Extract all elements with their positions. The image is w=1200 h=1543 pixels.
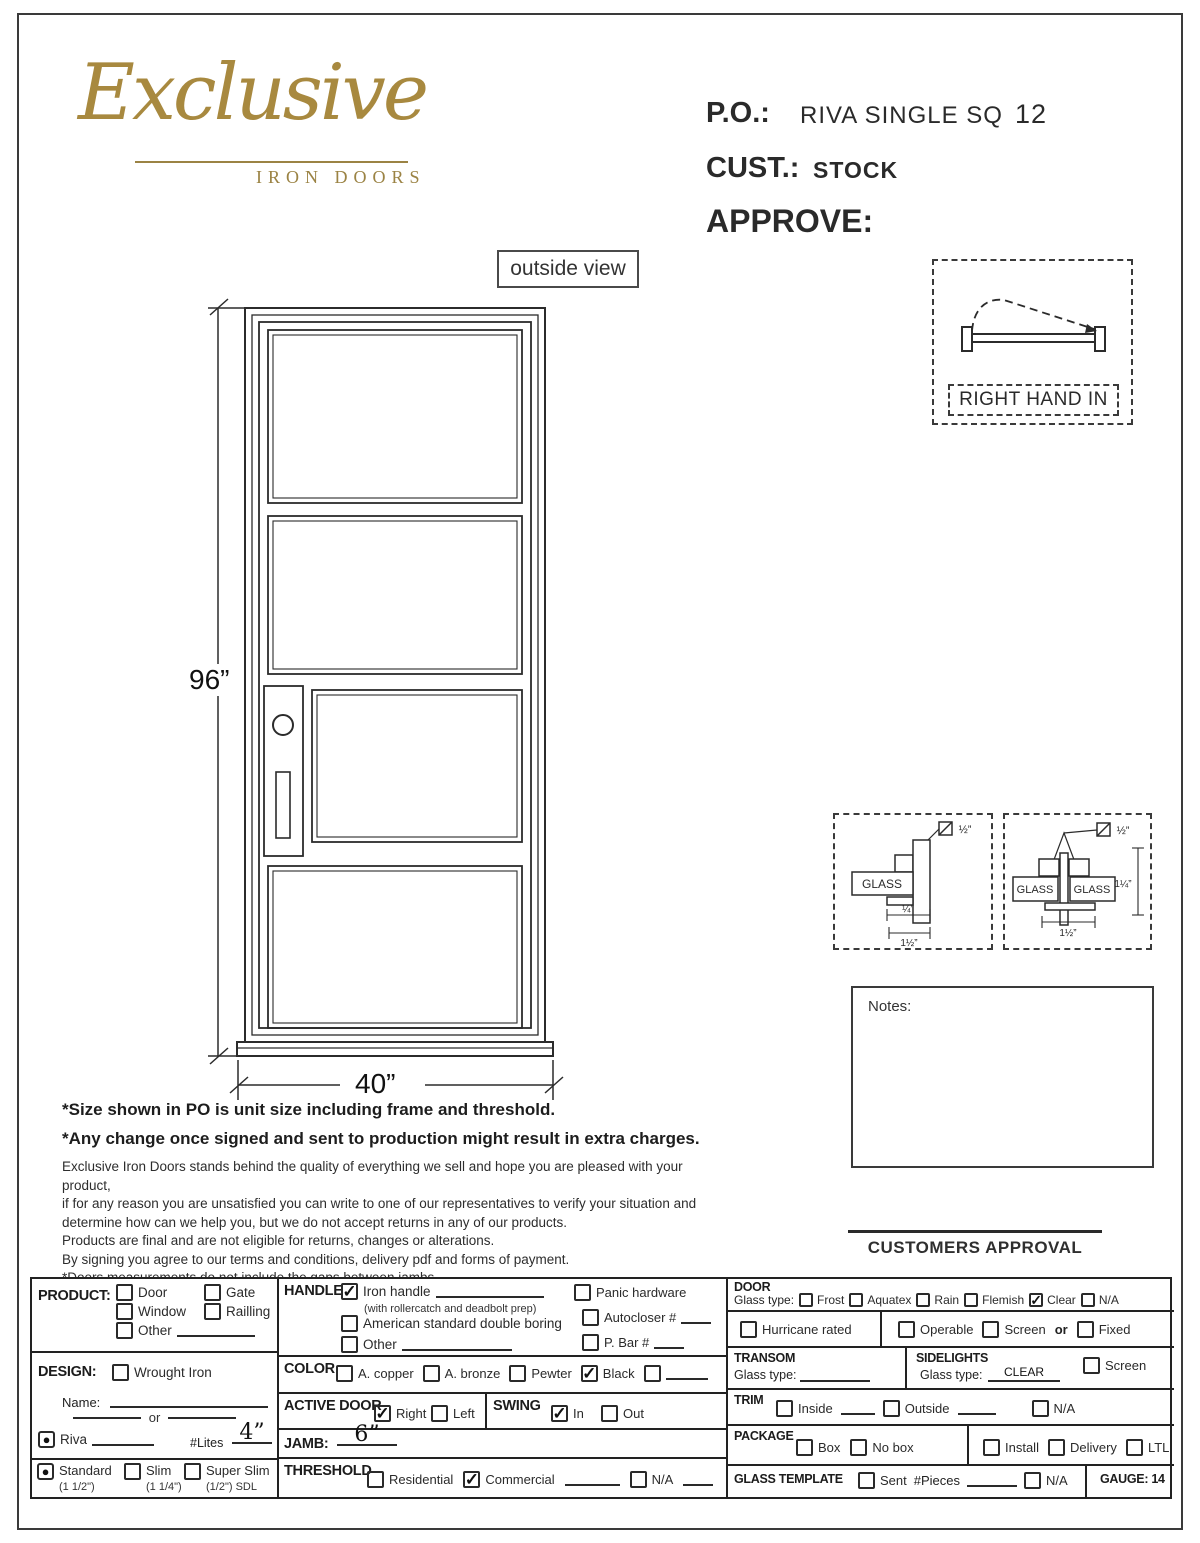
checkbox-label: N/A bbox=[1053, 1401, 1076, 1416]
cust-label: CUST.: bbox=[706, 152, 800, 184]
checkbox-aquatex[interactable] bbox=[849, 1293, 911, 1307]
checkbox-left[interactable] bbox=[431, 1405, 475, 1422]
color-other-field[interactable] bbox=[666, 1367, 708, 1380]
threshold-na-field[interactable] bbox=[683, 1473, 713, 1486]
checkbox-box[interactable] bbox=[983, 1439, 1000, 1456]
checkbox-swing-out[interactable] bbox=[601, 1405, 644, 1422]
product-other-field[interactable] bbox=[177, 1324, 255, 1337]
notes-label: Notes: bbox=[868, 998, 912, 1015]
glass-template-section bbox=[728, 1466, 1174, 1497]
checkbox-box-pack[interactable] bbox=[796, 1439, 840, 1456]
checkbox-label: Residential bbox=[389, 1472, 454, 1487]
checkbox-label: A. bronze bbox=[444, 1366, 501, 1381]
po-label: P.O.: bbox=[706, 97, 770, 129]
riva-name-field[interactable] bbox=[92, 1433, 154, 1446]
active-door-label: ACTIVE DOOR bbox=[284, 1398, 382, 1414]
threshold-label: THRESHOLD bbox=[284, 1463, 372, 1479]
checkbox-box[interactable] bbox=[341, 1336, 358, 1353]
checkbox-box[interactable]: ✓ bbox=[342, 1282, 357, 1301]
outside-view-box bbox=[497, 250, 639, 288]
checkbox-fixed[interactable] bbox=[1077, 1321, 1131, 1338]
approve-label: APPROVE: bbox=[706, 203, 874, 239]
glass-panel-1 bbox=[268, 330, 522, 503]
radio-riva[interactable] bbox=[38, 1431, 154, 1448]
checkbox-residential[interactable] bbox=[367, 1471, 453, 1488]
handle-section bbox=[279, 1279, 726, 1357]
checkbox-box[interactable] bbox=[1024, 1472, 1041, 1489]
p-bar-number-field[interactable] bbox=[654, 1336, 684, 1349]
checkbox-black[interactable] bbox=[581, 1365, 635, 1382]
checkbox-box[interactable] bbox=[204, 1303, 221, 1320]
checkbox-box[interactable] bbox=[799, 1293, 813, 1307]
checkbox-label: Rain bbox=[934, 1293, 960, 1307]
hurricane-section bbox=[728, 1312, 1174, 1348]
checkbox-box[interactable] bbox=[849, 1293, 863, 1307]
hand-direction-box bbox=[932, 259, 1133, 425]
jamb-value-field[interactable]: 6” bbox=[337, 1426, 397, 1446]
transom-glass-type-label: Glass type: bbox=[734, 1368, 797, 1382]
checkbox-label: Other bbox=[138, 1323, 172, 1338]
swing-label: SWING bbox=[493, 1398, 541, 1414]
checkbox-trim-inside[interactable] bbox=[776, 1400, 833, 1417]
checkbox-box[interactable] bbox=[184, 1463, 201, 1480]
door-frame bbox=[245, 308, 545, 1042]
checkbox-label: Black bbox=[602, 1366, 635, 1381]
package-label: PACKAGE bbox=[734, 1429, 794, 1443]
outside-view-label: outside view bbox=[510, 257, 626, 280]
checkbox-operable[interactable] bbox=[898, 1321, 973, 1338]
checkbox-box[interactable] bbox=[116, 1322, 133, 1339]
cust-value[interactable]: STOCK bbox=[813, 157, 899, 183]
glass-panel-3 bbox=[312, 690, 522, 842]
checkbox-box[interactable] bbox=[582, 1309, 599, 1326]
checkbox-box[interactable] bbox=[509, 1365, 526, 1382]
checkbox-box[interactable] bbox=[116, 1303, 133, 1320]
checkbox-box[interactable] bbox=[431, 1405, 448, 1422]
checkbox-product-other[interactable] bbox=[116, 1322, 270, 1339]
glass-detail-double-drawing bbox=[1005, 815, 1150, 948]
checkbox-american-boring[interactable] bbox=[341, 1315, 562, 1332]
threshold-field[interactable] bbox=[565, 1473, 620, 1486]
checkbox-box[interactable] bbox=[116, 1284, 133, 1301]
checkbox-label: Window bbox=[138, 1304, 187, 1319]
checkbox-box[interactable] bbox=[601, 1405, 618, 1422]
checkbox-box[interactable] bbox=[898, 1321, 915, 1338]
hand-direction-label: RIGHT HAND IN bbox=[959, 389, 1108, 410]
checkbox-label: Aquatex bbox=[867, 1293, 912, 1307]
notes-box[interactable] bbox=[851, 986, 1154, 1168]
checkbox-box[interactable] bbox=[796, 1439, 813, 1456]
checkbox-label: Delivery bbox=[1069, 1440, 1117, 1455]
checkbox-label: Right bbox=[396, 1406, 427, 1421]
checkbox-box[interactable] bbox=[1077, 1321, 1094, 1338]
form-column-right bbox=[728, 1279, 1174, 1497]
checkbox-label: Screen bbox=[1105, 1358, 1147, 1373]
checkbox-box[interactable] bbox=[916, 1293, 930, 1307]
checkbox-label: A. copper bbox=[358, 1366, 414, 1381]
jamb-label: JAMB: bbox=[284, 1436, 329, 1452]
checkbox-a-copper[interactable] bbox=[336, 1365, 414, 1382]
or-label: or bbox=[1054, 1322, 1068, 1337]
sidelights-glass-type-label: Glass type: bbox=[920, 1368, 983, 1382]
checkbox-label: American standard double boring bbox=[363, 1316, 562, 1331]
checkbox-box[interactable] bbox=[850, 1439, 867, 1456]
sidelights-label: SIDELIGHTS bbox=[916, 1351, 989, 1365]
disclaimer-line: Exclusive Iron Doors stands behind the quality of everything we sell and hope you are pleased with your product, bbox=[62, 1159, 683, 1193]
checkbox-panic-hardware[interactable] bbox=[574, 1284, 686, 1301]
checkbox-label: Clear bbox=[1047, 1293, 1076, 1307]
checkbox-label: Operable bbox=[920, 1322, 974, 1337]
checkbox-label: Sent bbox=[880, 1473, 907, 1488]
iron-handle-field[interactable] bbox=[436, 1285, 544, 1298]
transom-glass-type-field[interactable] bbox=[800, 1369, 870, 1382]
checkbox-label: Screen bbox=[1004, 1322, 1046, 1337]
radio-box[interactable]: ● bbox=[38, 1431, 55, 1448]
sidelights-glass-type-field[interactable]: CLEAR bbox=[988, 1365, 1060, 1382]
checkbox-box[interactable] bbox=[112, 1364, 129, 1381]
checkbox-box[interactable] bbox=[858, 1472, 875, 1489]
door-glass-section bbox=[728, 1279, 1174, 1312]
checkbox-label: Frost bbox=[817, 1293, 845, 1307]
glass-type-label: Glass type: bbox=[734, 1293, 795, 1307]
checkbox-box[interactable]: ✓ bbox=[375, 1404, 390, 1423]
checkbox-box[interactable] bbox=[423, 1365, 440, 1382]
or-label: or bbox=[148, 1410, 161, 1425]
checkbox-box[interactable]: ✓ bbox=[582, 1364, 597, 1383]
autocloser-number-field[interactable] bbox=[681, 1311, 711, 1324]
checkbox-window[interactable] bbox=[116, 1303, 204, 1320]
radio-label: Standard (1 1/2") bbox=[59, 1463, 112, 1493]
checkbox-box[interactable] bbox=[776, 1400, 793, 1417]
checkbox-clear[interactable] bbox=[1029, 1293, 1076, 1307]
form-column-middle bbox=[279, 1279, 728, 1497]
logo-script-text: Exclusive bbox=[78, 48, 426, 138]
glass-detail-single-drawing bbox=[835, 815, 991, 948]
glass-right-label: GLASS bbox=[1073, 884, 1111, 896]
product-section bbox=[32, 1279, 277, 1353]
handle-other-field[interactable] bbox=[402, 1338, 512, 1351]
checkbox-box[interactable] bbox=[1083, 1357, 1100, 1374]
checkbox-gate[interactable] bbox=[204, 1284, 270, 1301]
checkbox-label: Panic hardware bbox=[596, 1285, 687, 1300]
checkbox-label: N/A bbox=[1098, 1293, 1119, 1307]
checkbox-box[interactable] bbox=[341, 1315, 358, 1332]
design-name-label: Name: bbox=[62, 1395, 101, 1410]
frame-sub-label: (1 1/2") bbox=[59, 1481, 95, 1493]
checkbox-handle-other[interactable] bbox=[341, 1336, 512, 1353]
glass-thickness-label: ½” bbox=[958, 824, 972, 836]
checkbox-box[interactable] bbox=[582, 1334, 599, 1351]
iron-handle-note: (with rollercatch and deadbolt prep) bbox=[364, 1303, 537, 1315]
checkbox-label: Autocloser # bbox=[604, 1310, 677, 1325]
checkbox-autocloser[interactable] bbox=[582, 1309, 711, 1326]
logo-underline bbox=[135, 161, 408, 163]
checkbox-frost[interactable] bbox=[799, 1293, 844, 1307]
checkbox-a-bronze[interactable] bbox=[423, 1365, 501, 1382]
checkbox-trim-na[interactable] bbox=[1032, 1400, 1076, 1417]
checkbox-label: In bbox=[573, 1406, 584, 1421]
checkbox-label: Flemish bbox=[982, 1293, 1025, 1307]
checkbox-rain[interactable] bbox=[916, 1293, 959, 1307]
deadbolt-circle bbox=[273, 715, 293, 735]
checkbox-label: Railling bbox=[226, 1304, 271, 1319]
gauge-label: GAUGE: 14 bbox=[1100, 1472, 1165, 1486]
checkbox-label: Box bbox=[818, 1440, 841, 1455]
checkbox-door[interactable] bbox=[116, 1284, 204, 1301]
checkbox-box[interactable] bbox=[1081, 1293, 1095, 1307]
design-section bbox=[32, 1353, 277, 1423]
radio-standard[interactable] bbox=[37, 1463, 112, 1493]
checkbox-slim[interactable] bbox=[124, 1463, 182, 1493]
glass-detail-single bbox=[833, 813, 993, 950]
glass-thickness-label: ½” bbox=[1116, 825, 1130, 837]
design-label: DESIGN: bbox=[38, 1364, 97, 1380]
riva-section bbox=[32, 1420, 277, 1460]
glass-label: GLASS bbox=[861, 877, 903, 891]
glass-template-label: GLASS TEMPLATE bbox=[734, 1472, 843, 1486]
pieces-label: #Pieces bbox=[913, 1473, 960, 1488]
checkbox-swing-in[interactable] bbox=[551, 1405, 584, 1422]
po-number[interactable]: 12 bbox=[1015, 99, 1048, 129]
package-section bbox=[728, 1426, 1174, 1466]
height-dim-label: 1¼” bbox=[1114, 879, 1132, 890]
width-dim-label: 40” bbox=[352, 1068, 398, 1100]
checkbox-right[interactable] bbox=[374, 1405, 426, 1422]
checkbox-no-box[interactable] bbox=[850, 1439, 913, 1456]
frame-sub-label: (1/2") SDL bbox=[206, 1481, 257, 1493]
checkbox-super-slim[interactable] bbox=[184, 1463, 270, 1493]
glass-left-label: GLASS bbox=[1016, 884, 1054, 896]
checkbox-box[interactable] bbox=[204, 1284, 221, 1301]
trim-label: TRIM bbox=[734, 1393, 764, 1407]
lites-label: #Lites bbox=[190, 1436, 224, 1450]
trim-inside-field[interactable] bbox=[841, 1402, 875, 1415]
lock-stile bbox=[264, 686, 303, 856]
checkbox-railling[interactable] bbox=[204, 1303, 270, 1320]
checkbox-box[interactable] bbox=[1032, 1400, 1049, 1417]
checkbox-color-other[interactable] bbox=[644, 1365, 708, 1382]
glass-detail-double bbox=[1003, 813, 1152, 950]
frame-style-section bbox=[32, 1460, 277, 1497]
transom-sidelights-section bbox=[728, 1348, 1174, 1390]
lites-value-field[interactable]: 4” bbox=[232, 1424, 272, 1444]
checkbox-label: N/A bbox=[651, 1472, 674, 1487]
order-options-form bbox=[30, 1277, 1172, 1499]
checkbox-label: Super Slim (1/2") SDL bbox=[206, 1463, 270, 1493]
checkbox-box[interactable] bbox=[740, 1321, 757, 1338]
checkbox-box[interactable] bbox=[644, 1365, 661, 1382]
height-dim-label: 96” bbox=[186, 664, 232, 696]
checkbox-label: Out bbox=[623, 1406, 644, 1421]
section-divider bbox=[967, 1426, 969, 1464]
checkbox-box[interactable] bbox=[630, 1471, 647, 1488]
section-divider bbox=[880, 1312, 882, 1346]
checkbox-wrought-iron[interactable] bbox=[112, 1364, 212, 1381]
checkbox-label: Iron handle bbox=[363, 1284, 431, 1299]
radio-box[interactable]: ● bbox=[37, 1463, 54, 1480]
door-section-label: DOOR bbox=[734, 1280, 771, 1294]
disclaimer-line: By signing you agree to our terms and conditions, delivery pdf and forms of payment. bbox=[62, 1251, 570, 1267]
checkbox-sidelights-screen[interactable] bbox=[1083, 1357, 1146, 1374]
checkbox-box[interactable] bbox=[574, 1284, 591, 1301]
door-handle bbox=[276, 772, 290, 838]
checkbox-box[interactable]: ✓ bbox=[464, 1470, 479, 1489]
checkbox-label: Pewter bbox=[531, 1366, 572, 1381]
checkbox-label: Slim (1 1/4") bbox=[146, 1463, 182, 1493]
section-divider bbox=[1085, 1466, 1087, 1497]
customers-approval-label: CUSTOMERS APPROVAL bbox=[867, 1238, 1083, 1257]
glass-panel-2 bbox=[268, 516, 522, 674]
hand-direction-label-box bbox=[948, 384, 1119, 416]
signature-line[interactable] bbox=[848, 1230, 1102, 1233]
checkbox-label: LTL bbox=[1147, 1440, 1170, 1455]
transom-label: TRANSOM bbox=[734, 1351, 796, 1365]
checkbox-flemish[interactable] bbox=[964, 1293, 1024, 1307]
trim-outside-field[interactable] bbox=[958, 1402, 996, 1415]
disclaimer-line: if for any reason you are unsatisfied you can write to one of our representatives to verify your situation and bbox=[62, 1196, 697, 1211]
checkbox-box[interactable] bbox=[883, 1400, 900, 1417]
checkbox-box[interactable] bbox=[336, 1365, 353, 1382]
checkbox-label: N/A bbox=[1046, 1473, 1068, 1488]
handle-label: HANDLE bbox=[284, 1283, 343, 1299]
checkbox-hurricane-rated[interactable] bbox=[740, 1321, 852, 1338]
disclaimer-paragraph bbox=[62, 1158, 702, 1288]
checkbox-label: Hurricane rated bbox=[762, 1322, 852, 1337]
disclaimer-line: Products are final and are not eligible for returns, changes or alterations. bbox=[62, 1233, 495, 1248]
checkbox-hurricane-screen[interactable] bbox=[982, 1321, 1045, 1338]
checkbox-label: Inside bbox=[798, 1401, 833, 1416]
color-label: COLOR bbox=[284, 1361, 335, 1377]
checkbox-template-na[interactable] bbox=[1024, 1472, 1068, 1489]
logo-subtitle: IRON DOORS bbox=[256, 167, 426, 187]
section-divider bbox=[905, 1348, 907, 1388]
checkbox-delivery[interactable] bbox=[1048, 1439, 1117, 1456]
profile-dim-label: 1½” bbox=[900, 938, 918, 948]
section-divider bbox=[485, 1394, 487, 1428]
checkbox-label: Door bbox=[138, 1285, 168, 1300]
threshold-bar bbox=[237, 1042, 553, 1056]
checkbox-label: Commercial bbox=[485, 1472, 555, 1487]
frame-sub-label: (1 1/4") bbox=[146, 1481, 182, 1493]
product-label: PRODUCT: bbox=[38, 1288, 111, 1304]
checkbox-box[interactable] bbox=[1048, 1439, 1065, 1456]
checkbox-label: No box bbox=[872, 1440, 914, 1455]
checkbox-box[interactable] bbox=[964, 1293, 978, 1307]
checkbox-template-sent[interactable] bbox=[858, 1472, 907, 1489]
checkbox-box[interactable] bbox=[367, 1471, 384, 1488]
checkbox-p-bar[interactable] bbox=[582, 1334, 684, 1351]
checkbox-ltl[interactable] bbox=[1126, 1439, 1169, 1456]
checkbox-label: Outside bbox=[904, 1401, 950, 1416]
checkbox-label: Left bbox=[453, 1406, 475, 1421]
disclaimer-line: determine how can we help you, but we do not accept returns in any of our products. bbox=[62, 1214, 568, 1230]
checkbox-threshold-na[interactable] bbox=[630, 1471, 674, 1488]
checkbox-label: Wrought Iron bbox=[134, 1365, 212, 1380]
disclaimer-bold-1: *Size shown in PO is unit size including frame and threshold. bbox=[62, 1100, 556, 1119]
checkbox-box[interactable] bbox=[1126, 1439, 1143, 1456]
threshold-section bbox=[279, 1459, 726, 1497]
checkbox-iron-handle[interactable] bbox=[341, 1283, 544, 1300]
or-divider-line bbox=[73, 1417, 141, 1419]
design-name-field[interactable] bbox=[110, 1395, 268, 1408]
door-elevation-drawing bbox=[170, 290, 600, 1120]
checkbox-label: Gate bbox=[226, 1285, 256, 1300]
checkbox-box[interactable] bbox=[124, 1463, 141, 1480]
trim-section bbox=[728, 1390, 1174, 1426]
checkbox-trim-outside[interactable] bbox=[883, 1400, 950, 1417]
active-door-swing-section bbox=[279, 1394, 726, 1430]
door-swing-diagram bbox=[942, 291, 1122, 371]
checkbox-label: Other bbox=[363, 1337, 397, 1352]
checkbox-install[interactable] bbox=[983, 1439, 1039, 1456]
checkbox-commercial[interactable] bbox=[463, 1471, 554, 1488]
color-section bbox=[279, 1357, 726, 1394]
pieces-count-field[interactable] bbox=[967, 1474, 1017, 1487]
radio-label: Riva bbox=[60, 1432, 88, 1447]
checkbox-label: Fixed bbox=[1098, 1322, 1131, 1337]
checkbox-box[interactable]: ✓ bbox=[552, 1404, 567, 1423]
disclaimer-bold-2: *Any change once signed and sent to production might result in extra charges. bbox=[62, 1129, 700, 1148]
po-value[interactable]: RIVA SINGLE SQ bbox=[800, 102, 1003, 129]
width-dim-label: 1½” bbox=[1059, 928, 1077, 939]
or-divider-line bbox=[168, 1417, 236, 1419]
jamb-section bbox=[279, 1422, 726, 1459]
checkbox-label: Install bbox=[1005, 1440, 1039, 1455]
stop-dim-label: ¼” bbox=[902, 904, 914, 915]
checkbox-pewter[interactable] bbox=[509, 1365, 571, 1382]
checkbox-label: P. Bar # bbox=[604, 1335, 650, 1350]
checkbox-door-na[interactable] bbox=[1081, 1293, 1119, 1307]
checkbox-box[interactable] bbox=[982, 1321, 999, 1338]
glass-panel-4 bbox=[268, 866, 522, 1028]
form-column-left bbox=[32, 1279, 279, 1497]
checkbox-box[interactable]: ✓ bbox=[1030, 1292, 1042, 1308]
